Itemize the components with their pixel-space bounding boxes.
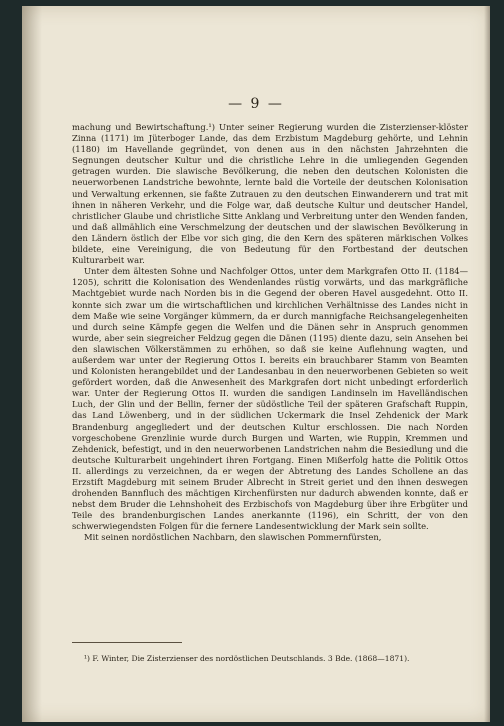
footnote: ¹) F. Winter, Die Zisterzienser des nordöstlichen Deutschlands. 3 Bde. (1868—1871). (84, 654, 410, 663)
page-edge-shadow (484, 6, 490, 722)
paragraph: Mit seinen nordöstlichen Nachbarn, den slawischen Pommernfürsten, (84, 532, 382, 543)
paragraph: machung und Bewirtschaftung.¹) Unter seiner Regierung wurden die Zisterzienser-klöster Zinna (1171) im Jüterboger Lande, das dem Erzbistum Magdeburg gehörte, und Lehnin (1180) im Havellande gegründet, von denen aus in den nächsten Jahrzehnten die Segnungen deutscher Kultur und die christliche Lehre in die umliegenden Gegenden getragen wurden. Die slawische Bevölkerung, die neben den deutschen Kolonisten die neuerworbenen Landstriche bewohnte, lernte bald die Vorteile der deutschen Kolonisation und Verwaltung erkennen, sie faßte Zutrauen zu den deutschen Einwanderern und trat mit ihnen in näheren Verkehr, und die Folge war, daß deutsche Kultur und deutscher Handel, christlicher Glaube und christliche Sitte Anklang und Verbreitung unter den Wenden fanden, und daß allmählich eine Verschmelzung der deutschen und der slawischen Bevölkerung in den Ländern östlich der Elbe vor sich ging, die den Kern des späteren märkischen Volkes bildete, eine Vereinigung, die von Bedeutung für den Fortbestand der deutschen Kulturarbeit war. (72, 122, 468, 266)
body-text (72, 122, 468, 544)
page-spine-shadow (22, 6, 42, 722)
paragraph: Unter dem ältesten Sohne und Nachfolger Ottos, unter dem Markgrafen Otto II. (1184—1205), schritt die Kolonisation des Wendenlandes rüstig vorwärts, und das markgräfliche Machtgebiet wurde nach Norden bis in die Gegend der oberen Havel ausgedehnt. Otto II. konnte sich zwar um die wirtschaftlichen und kirchlichen Verhältnisse des Landes nicht in dem Maße wie seine Vorgänger kümmern, da er durch mannigfache Reichsangelegenheiten und durch seine Kämpfe gegen die Welfen und die Dänen sehr in Anspruch genommen wurde, aber sein siegreicher Feldzug gegen die Dänen (1195) diente dazu, sein Ansehen bei den slawischen Völkerstämmen zu erhöhen, so daß sie keine Auflehnung wagten, und außerdem war unter der Regierung Ottos I. bereits ein brauchbarer Stamm von Beamten und Kolonisten herangebildet und der Landesanbau in den neuerworbenen Gebieten so weit gefördert worden, daß die Anwesenheit des Markgrafen dort nicht unbedingt erforderlich war. Unter der Regierung Ottos II. wurden die sandigen Landinseln im Havelländischen Luch, der Glin und der Bellin, ferner der südöstliche Teil der späteren Grafschaft Ruppin, das Land Löwenberg, und in der südlichen Uckermark die Insel Zehdenick der Mark Brandenburg angegliedert und der deutschen Kultur erschlossen. Die nach Norden vorgeschobene Grenzlinie wurde durch Burgen und Warten, wie Ruppin, Kremmen und Zehdenick, befestigt, und in den neuerworbenen Landstrichen nahm die Besiedlung und die deutsche Kulturarbeit ungehindert ihren Fortgang. Einen Mißerfolg hatte die Politik Ottos II. allerdings zu verzeichnen, da er wegen der Abtretung des Landes Schollene an das Erzstift Magdeburg mit seinem Bruder Albrecht in Streit geriet und den ihnen deswegen drohenden Bannfluch des mächtigen Kirchenfürsten nur dadurch abwenden konnte, daß er nebst dem Bruder die Lehnshoheit des Erzbischofs von Magdeburg über ihre Erbgüter und Teile des brandenburgischen Landes anerkannte (1196), ein Schritt, der von den schwerwiegendsten Folgen für die fernere Landesentwicklung der Mark sein sollte. (72, 266, 468, 532)
book-page (22, 6, 490, 722)
page-number: — 9 — (228, 96, 284, 112)
footnote-divider (72, 642, 182, 643)
